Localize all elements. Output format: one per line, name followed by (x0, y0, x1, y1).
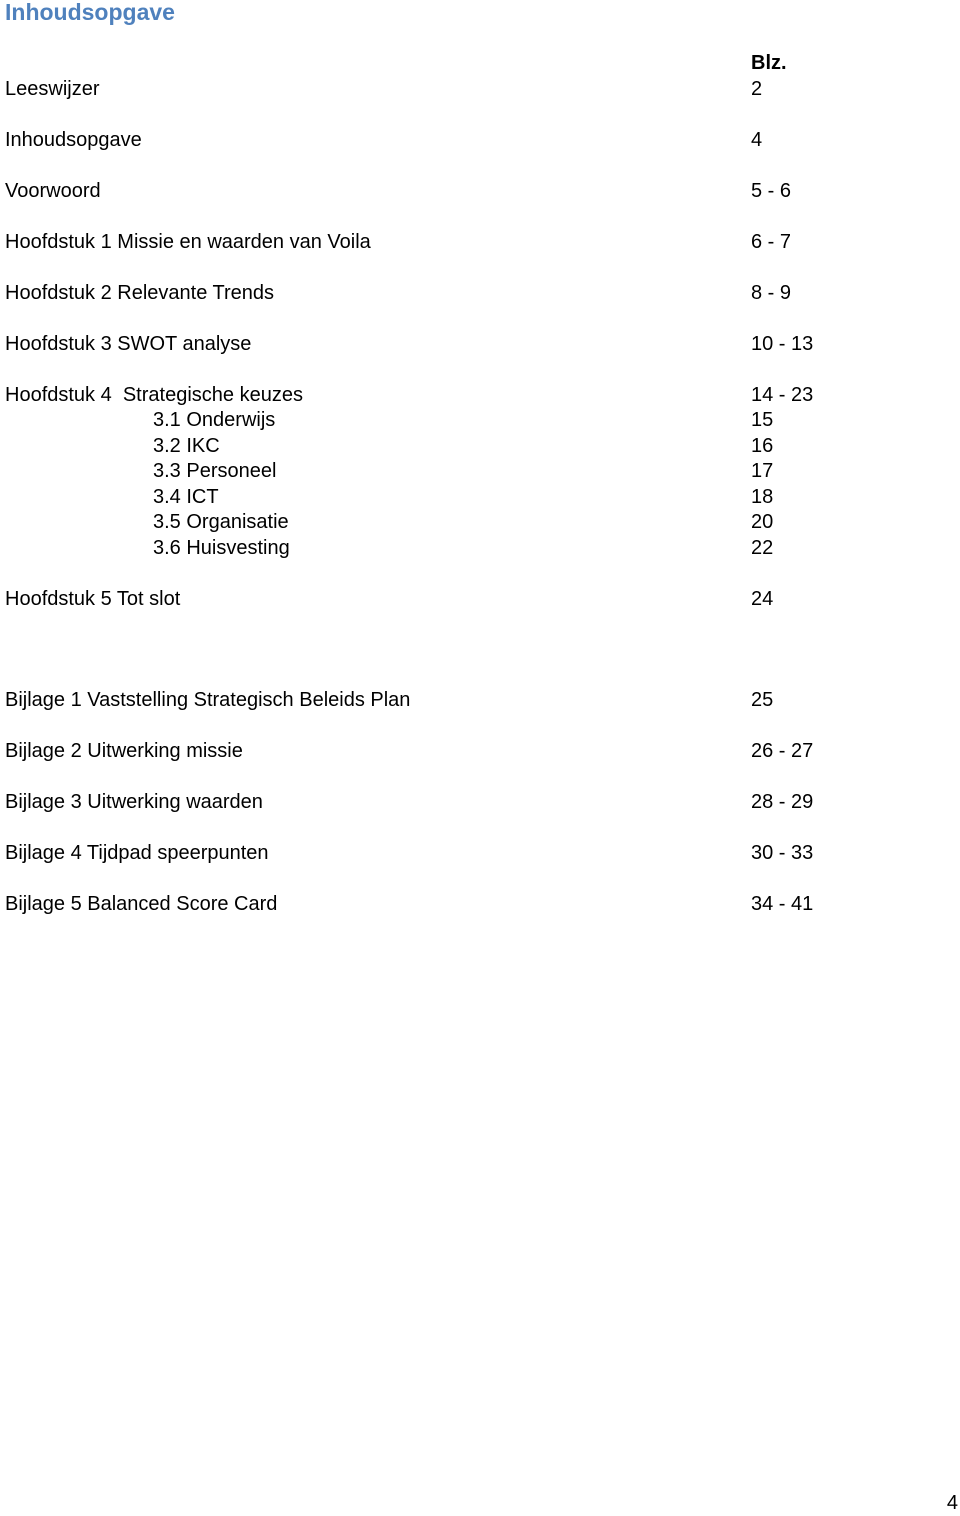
toc-entry-pages: 24 (751, 588, 774, 610)
toc-entry-label: Bijlage 4 Tijdpad speerpunten (5, 842, 269, 864)
toc-entry-pages: 26 - 27 (751, 740, 814, 762)
toc-entry-label: Hoofdstuk 5 Tot slot (5, 588, 181, 610)
toc-entry-label: Bijlage 3 Uitwerking waarden (5, 791, 263, 813)
toc-entry-label: Inhoudsopgave (5, 129, 142, 151)
toc-entry (0, 127, 960, 153)
toc-entry (0, 840, 960, 866)
toc-subentry (0, 535, 960, 561)
toc-entry-pages: 10 - 13 (751, 333, 814, 355)
toc-entry-pages: 25 (751, 689, 774, 711)
toc-entry-pages: 34 - 41 (751, 893, 814, 915)
toc-entry-label: Hoofdstuk 3 SWOT analyse (5, 333, 252, 355)
toc-subentry (0, 407, 960, 433)
toc-entry (0, 331, 960, 357)
toc-subentry-pages: 22 (751, 537, 774, 559)
toc-entry-label: Voorwoord (5, 180, 101, 202)
toc-subentry (0, 433, 960, 459)
toc-entry (0, 178, 960, 204)
page-column-header: Blz. (751, 52, 787, 74)
toc-entry (0, 789, 960, 815)
page-title: Inhoudsopgave (5, 0, 175, 25)
toc-entry-pages: 30 - 33 (751, 842, 814, 864)
toc-entry-pages: 8 - 9 (751, 282, 792, 304)
toc-entry-label: Leeswijzer (5, 78, 100, 100)
toc-subentry-pages: 16 (751, 435, 774, 457)
toc-entry-pages: 2 (751, 78, 763, 100)
toc-subentry (0, 509, 960, 535)
toc-entry-pages: 5 - 6 (751, 180, 792, 202)
toc-entry (0, 280, 960, 306)
toc-subentry-label: 3.2 IKC (153, 435, 220, 457)
toc-subentry-pages: 18 (751, 486, 774, 508)
toc-subentry-label: 3.4 ICT (153, 486, 219, 508)
toc-subentry (0, 458, 960, 484)
toc-subentry-label: 3.5 Organisatie (153, 511, 289, 533)
page-number: 4 (946, 1492, 958, 1514)
toc-entry (0, 891, 960, 917)
toc-entry-pages: 4 (751, 129, 763, 151)
toc-entry (0, 382, 960, 408)
toc-subentry-pages: 20 (751, 511, 774, 533)
toc-entry-pages: 6 - 7 (751, 231, 792, 253)
toc-entry-label: Hoofdstuk 2 Relevante Trends (5, 282, 275, 304)
toc-entry-label: Bijlage 5 Balanced Score Card (5, 893, 278, 915)
toc-entry-label: Bijlage 2 Uitwerking missie (5, 740, 243, 762)
toc-subentry (0, 484, 960, 510)
toc-entry (0, 687, 960, 713)
toc-entry-label: Bijlage 1 Vaststelling Strategisch Beleids Plan (5, 689, 411, 711)
toc-subentry-label: 3.1 Onderwijs (153, 409, 276, 431)
toc-subentry-label: 3.3 Personeel (153, 460, 277, 482)
toc-entry (0, 229, 960, 255)
toc-entry-pages: 14 - 23 (751, 384, 814, 406)
toc-entry (0, 76, 960, 102)
toc-entry (0, 738, 960, 764)
toc-entry-label: Hoofdstuk 4 Strategische keuzes (5, 384, 303, 406)
toc-entry (0, 586, 960, 612)
toc-entry-label: Hoofdstuk 1 Missie en waarden van Voila (5, 231, 371, 253)
toc-subentry-pages: 17 (751, 460, 774, 482)
toc-subentry-label: 3.6 Huisvesting (153, 537, 290, 559)
toc-subentry-pages: 15 (751, 409, 774, 431)
toc-entry-pages: 28 - 29 (751, 791, 814, 813)
